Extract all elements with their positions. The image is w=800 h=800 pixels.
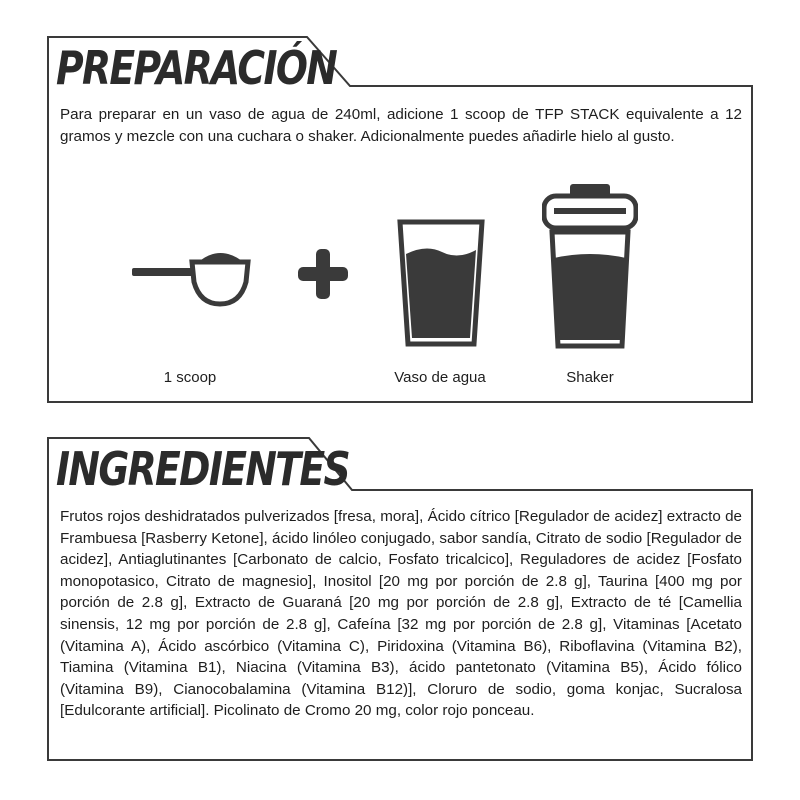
- ingredients-text: Frutos rojos deshidratados pulverizados [fresa, mora], Ácido cítrico [Regulador de acidez] extracto de Frambuesa [Rasberry Ketone], ácido linóleo conjugado, sabor sandía, Citrato de sodio [Regulador de acidez], Antiaglutinantes [Carbonato de calcio, Fosfato tricalcico], Reguladores de acidez [Fosfato monopotasico, Citrato de magnesio], Inositol [20 mg por porción de 2.8 g], Taurina [400 mg por porción de 2.8 g], Extracto de Guaraná [20 mg por porción de 2.8 g], Extracto de té [Camellia sinensis, 12 mg por porción de 2.8 g], Cafeína [32 mg por porción de 2.8 g], Vitaminas [Acetato (Vitamina A), Ácido ascórbico (Vitamina C), Piridoxina (Vitamina B6), Riboflavina (Vitamina B2), Tiamina (Vitamina B1), Niacina (Vitamina B3), ácido pantetonato (Vitamina B5), Ácido fólico (Vitamina B9), Cianocobalamina (Vitamina B12)], Cloruro de sodio, goma konjac, Sucralosa [Edulcorante artificial]. Picolinato de Cromo 20 mg, color rojo ponceau.: [60, 508, 742, 720]
- scoop-icon: [128, 244, 252, 310]
- step-label-water-glass: Vaso de agua: [394, 369, 486, 386]
- step-label-scoop: 1 scoop: [163, 369, 217, 386]
- preparation-title: PREPARACIÓN: [56, 41, 337, 95]
- shaker-icon: [542, 182, 638, 350]
- water-glass-icon: [396, 218, 486, 348]
- preparation-text: Para preparar en un vaso de agua de 240ml, adicione 1 scoop de TFP STACK equivalente a 12 gramos y mezcle con una cuchara o shaker. Adicionalmente puedes añadirle hielo al gusto.: [60, 106, 742, 145]
- ingredients-title: INGREDIENTES: [56, 442, 350, 496]
- step-label-shaker: Shaker: [566, 369, 614, 386]
- plus-icon: [296, 247, 350, 301]
